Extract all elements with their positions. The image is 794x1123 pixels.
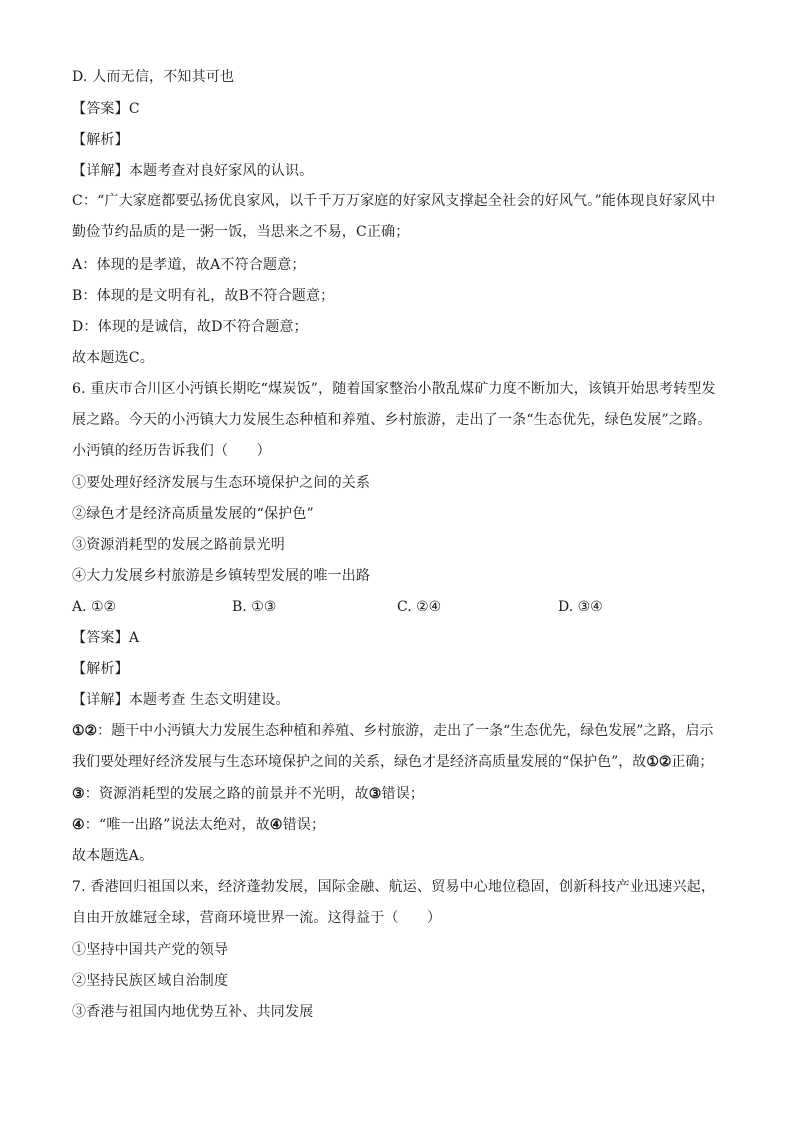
- answer-value: C: [128, 101, 140, 117]
- q5-d-explanation: D：体现的是诚信，故D不符合题意；: [72, 319, 308, 335]
- q5-a-explanation: A：体现的是孝道，故A不符合题意；: [72, 257, 306, 273]
- q7-stem: 7. 香港回归祖国以来，经济蓬勃发展，国际金融、航运、贸易中心地位稳固，创新科技产业迅速兴起，自由开放雄冠全球，营商环境世界一流。这得益于（ ）: [72, 879, 716, 926]
- answer-label: 【答案】: [72, 101, 129, 117]
- q6-stem: 6. 重庆市合川区小沔镇长期吃“煤炭饭”，随着国家整治小散乱煤矿力度不断加大，该镇开始思考转型发展之路。今天的小沔镇大力发展生态种植和养殖、乡村旅游，走出了一条“生态优先，绿色发展”之路。小沔镇的经历告诉我们（ ）: [72, 381, 716, 459]
- marker-3: ③: [72, 786, 85, 802]
- q6-item-3: ③资源消耗型的发展之路前景光明: [72, 537, 285, 553]
- q5-b-explanation: B：体现的是文明有礼，故B不符合题意；: [72, 288, 335, 304]
- q6-item-2: ②绿色才是经济高质量发展的“保护色”: [72, 506, 314, 522]
- q6-answer: [72, 629, 722, 647]
- q5-conclusion: 故本题选C。: [72, 350, 154, 366]
- q6-item-4: ④大力发展乡村旅游是乡镇转型发展的唯一出路: [72, 568, 371, 584]
- q6-analysis-label: [72, 660, 722, 678]
- detail-label: 【详解】: [72, 163, 129, 179]
- q7-item-3: ③香港与祖国内地优势互补、共同发展: [72, 1004, 314, 1020]
- q6-option-b: B. ①③: [232, 599, 277, 615]
- q6-option-a: A. ①②: [72, 599, 117, 615]
- marker-12: ①②: [72, 723, 98, 739]
- q5-analysis-label: [72, 131, 722, 149]
- explanation-4-end: 错误；: [282, 817, 326, 833]
- q6-explanation-4: [72, 816, 722, 834]
- q7-item-2: ②坚持民族区域自治制度: [72, 973, 229, 989]
- explanation-12-end: 正确；: [671, 754, 714, 770]
- answer-value: A: [128, 630, 140, 646]
- detail-label: 【详解】: [72, 692, 129, 708]
- q7-item-1: ①坚持中国共产党的领导: [72, 942, 229, 958]
- q6-detail: [72, 691, 722, 709]
- marker-12-end: ①②: [646, 754, 672, 770]
- explanation-12-text: ：题干中小沔镇大力发展生态种植和养殖、乡村旅游，走出了一条“生态优先，绿色发展”之路，启示我们要处理好经济发展与生态环境保护之间的关系，绿色才是经济高质量发展的“保护色”，故: [72, 723, 714, 770]
- q6-explanation-3: [72, 785, 722, 803]
- q6-option-d: D. ③④: [558, 599, 603, 615]
- q6-explanation-12: [72, 716, 722, 778]
- marker-4: ④: [72, 817, 85, 833]
- q5-answer: [72, 100, 722, 118]
- q5-option-d: D. 人而无信，不知其可也: [72, 69, 235, 85]
- explanation-3-end: 错误；: [381, 786, 425, 802]
- q5-detail: [72, 162, 722, 180]
- q6-item-1: ①要处理好经济发展与生态环境保护之间的关系: [72, 475, 371, 491]
- detail-text: 本题考查 生态文明建设。: [128, 692, 290, 708]
- marker-3-end: ③: [368, 786, 382, 802]
- detail-text: 本题考查对良好家风的认识。: [128, 163, 314, 179]
- q5-c-explanation: C：“广大家庭都要弘扬优良家风，以千千万万家庭的好家风支撑起全社会的好风气。”能体现良好家风中勤俭节约品质的是一粥一饭，当思来之不易，C正确；: [72, 193, 716, 240]
- marker-4-end: ④: [269, 817, 283, 833]
- explanation-3-text: ：资源消耗型的发展之路的前景并不光明，故: [84, 786, 369, 802]
- q6-conclusion: 故本题选A。: [72, 848, 154, 864]
- explanation-4-text: ：“唯一出路”说法太绝对，故: [84, 817, 270, 833]
- q6-option-c: C. ②④: [397, 599, 442, 615]
- analysis-label: 【解析】: [72, 132, 129, 148]
- analysis-label: 【解析】: [72, 661, 129, 677]
- answer-label: 【答案】: [72, 630, 129, 646]
